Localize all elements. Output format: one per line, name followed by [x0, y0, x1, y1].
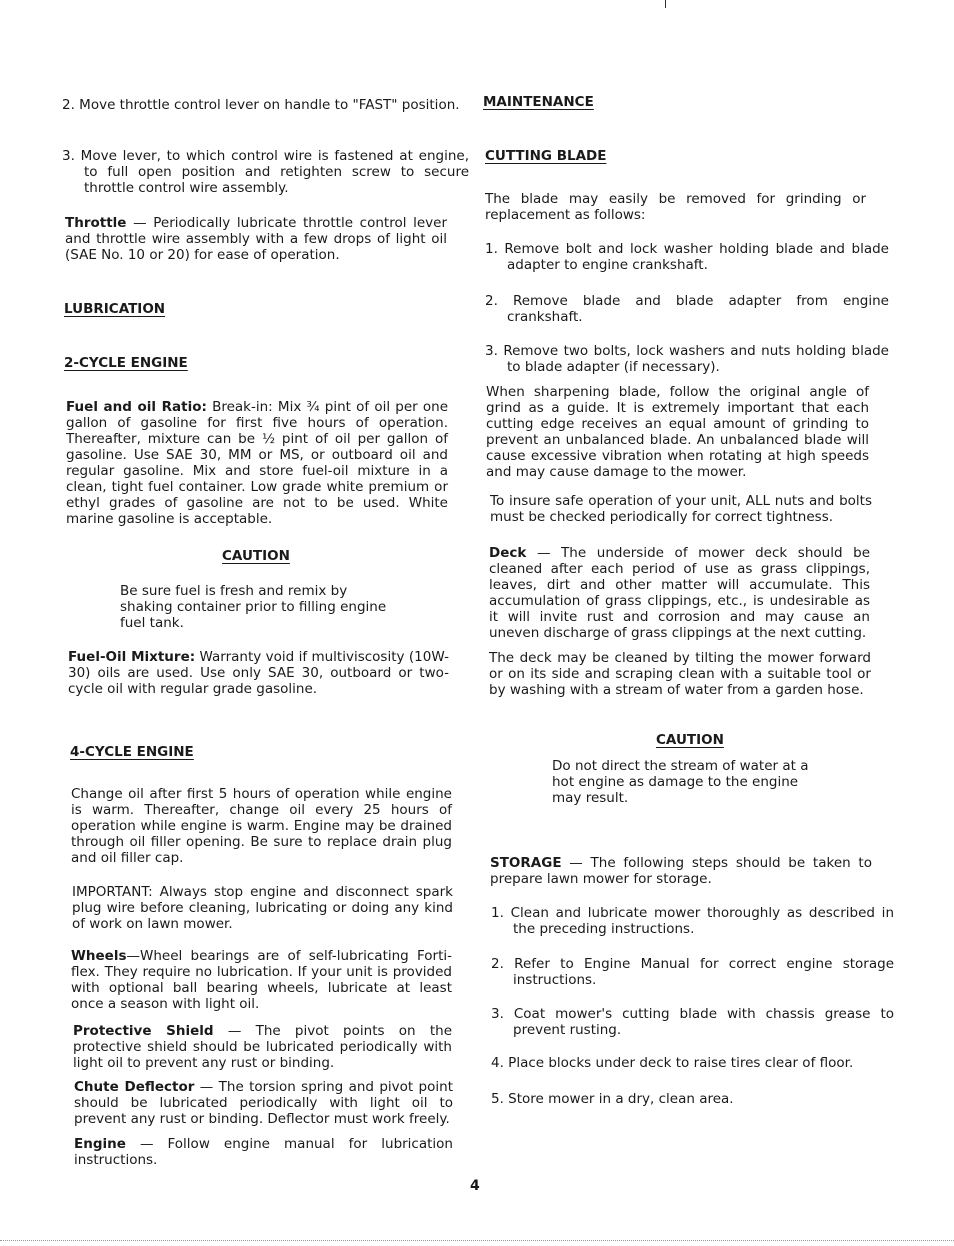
change-oil-paragraph: Change oil after first 5 hours of operation while engine is warm. Thereafter, change oil every 25 hours of operation while engine is warm. Engine may be drained through oil filler opening. Be sure to replace drain plug and oil filler cap.	[71, 786, 452, 866]
protective-shield-label: Protective Shield	[73, 1023, 214, 1039]
deck-label: Deck	[489, 545, 527, 561]
throttle-step-2: 2. Move throttle control lever on handle to "FAST" position.	[62, 97, 460, 113]
two-cycle-heading: 2-CYCLE ENGINE	[64, 355, 188, 371]
maintenance-heading: MAINTENANCE	[483, 94, 594, 110]
caution-heading-water: CAUTION	[656, 732, 724, 748]
protective-shield-paragraph	[73, 1023, 452, 1071]
storage-label: STORAGE	[490, 855, 562, 871]
chute-deflector-label: Chute Deflector	[74, 1079, 195, 1095]
fuel-ratio-paragraph	[66, 399, 448, 527]
blade-step-3: 3. Remove two bolts, lock washers and nuts holding blade to blade adapter (if necessary).	[485, 343, 889, 375]
engine-text: — Follow engine manual for lubrication instructions.	[74, 1136, 453, 1168]
caution-text-fuel: Be sure fuel is fresh and remix by shaking container prior to filling engine fuel tank.	[120, 583, 387, 631]
engine-paragraph	[74, 1136, 453, 1168]
important-paragraph: IMPORTANT: Always stop engine and disconnect spark plug wire before cleaning, lubricating or doing any kind of work on lawn mower.	[72, 884, 453, 932]
engine-label: Engine	[74, 1136, 126, 1152]
blade-step-1: 1. Remove bolt and lock washer holding blade and blade adapter to engine crankshaft.	[485, 241, 889, 273]
storage-paragraph	[490, 855, 872, 887]
blade-intro: The blade may easily be removed for grinding or replacement as follows:	[485, 191, 866, 223]
four-cycle-heading: 4-CYCLE ENGINE	[70, 744, 194, 760]
scan-edge-line	[0, 1240, 954, 1242]
deck-paragraph	[489, 545, 870, 641]
fuel-oil-mixture-paragraph	[68, 649, 449, 697]
deck-cleaning-paragraph: The deck may be cleaned by tilting the mower forward or on its side and scraping clean with a suitable tool or by washing with a stream of water from a garden hose.	[489, 650, 871, 698]
deck-text: — The underside of mower deck should be cleaned after each period of use as grass clippings, leaves, dirt and other matter will accumulate. This accumulation of grass clippings, etc., is undesirable as it will invite rust and corrosion and may cause an uneven discharge of grass clippings at the next cutting.	[489, 545, 870, 641]
storage-step-2: 2. Refer to Engine Manual for correct engine storage instructions.	[491, 956, 894, 988]
fuel-oil-mixture-text: Warranty void if multiviscosity (10W-30) oils are used. Use only SAE 30, outboard or two-cycle oil with regular grade gasoline.	[68, 649, 449, 697]
scan-mark	[665, 0, 666, 8]
throttle-paragraph	[65, 215, 447, 263]
chute-deflector-paragraph	[74, 1079, 453, 1127]
fuel-ratio-label: Fuel and oil Ratio:	[66, 399, 207, 415]
storage-step-4: 4. Place blocks under deck to raise tires clear of floor.	[491, 1055, 854, 1071]
wheels-paragraph	[71, 948, 452, 1012]
throttle-label: Throttle	[65, 215, 127, 231]
throttle-step-3: 3. Move lever, to which control wire is fastened at engine, to full open position and retighten screw to secure throttle control wire assembly.	[62, 148, 469, 196]
wheels-text: —Wheel bearings are of self-lubricating Forti-flex. They require no lubrication. If your unit is provided with optional ball bearing wheels, lubricate at least once a season with light oil.	[71, 948, 452, 1012]
chute-deflector-text: — The torsion spring and pivot point should be lubricated periodically with light oil to prevent any rust or binding. Deflector must work freely.	[74, 1079, 453, 1127]
storage-step-1: 1. Clean and lubricate mower thoroughly as described in the preceding instructions.	[491, 905, 894, 937]
storage-step-3: 3. Coat mower's cutting blade with chassis grease to prevent rusting.	[491, 1006, 894, 1038]
sharpening-paragraph: When sharpening blade, follow the original angle of grind as a guide. It is extremely important that each cutting edge receives an equal amount of grinding to prevent an unbalanced blade. An unbalanced blade will cause excessive vibration when rotating at high speeds and may cause damage to the mower.	[486, 384, 869, 480]
protective-shield-text: — The pivot points on the protective shield should be lubricated periodically with light oil to prevent any rust or binding.	[73, 1023, 452, 1071]
wheels-label: Wheels	[71, 948, 127, 964]
storage-text: — The following steps should be taken to prepare lawn mower for storage.	[490, 855, 872, 887]
blade-step-2: 2. Remove blade and blade adapter from engine crankshaft.	[485, 293, 889, 325]
safe-operation-paragraph: To insure safe operation of your unit, ALL nuts and bolts must be checked periodically for correct tightness.	[490, 493, 872, 525]
caution-text-water: Do not direct the stream of water at a hot engine as damage to the engine may result.	[552, 758, 809, 806]
cutting-blade-heading: CUTTING BLADE	[485, 148, 607, 164]
page-number: 4	[470, 1178, 480, 1194]
storage-step-5: 5. Store mower in a dry, clean area.	[491, 1091, 734, 1107]
fuel-ratio-text: Break-in: Mix ¾ pint of oil per one gallon of gasoline for first five hours of operation. Thereafter, mixture can be ½ pint of oil per gallon of gasoline. Use SAE 30, MM or MS, or outboard oil and regular gasoline. Mix and store fuel-oil mixture in a clean, tight fuel container. Low grade white premium or ethyl grades of gasoline are not to be used. White marine gasoline is acceptable.	[66, 399, 448, 527]
caution-heading-fuel: CAUTION	[222, 548, 290, 564]
lubrication-heading: LUBRICATION	[64, 301, 166, 317]
throttle-text: — Periodically lubricate throttle control lever and throttle wire assembly with a few drops of light oil (SAE No. 10 or 20) for ease of operation.	[65, 215, 447, 263]
fuel-oil-mixture-label: Fuel-Oil Mixture:	[68, 649, 196, 665]
